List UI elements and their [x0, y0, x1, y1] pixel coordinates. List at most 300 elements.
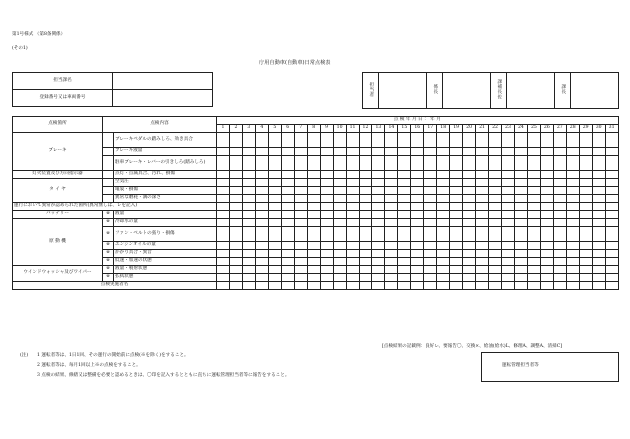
- check-cell[interactable]: [437, 187, 450, 195]
- check-cell[interactable]: [514, 258, 527, 266]
- check-cell[interactable]: [268, 266, 281, 274]
- check-cell[interactable]: [527, 203, 540, 211]
- check-cell[interactable]: [501, 211, 514, 219]
- check-cell[interactable]: [398, 195, 411, 203]
- check-cell[interactable]: [294, 148, 307, 156]
- check-cell[interactable]: [514, 250, 527, 258]
- check-cell[interactable]: [281, 258, 294, 266]
- check-cell[interactable]: [359, 211, 372, 219]
- check-cell[interactable]: [320, 148, 333, 156]
- check-cell[interactable]: [463, 219, 476, 227]
- check-cell[interactable]: [333, 179, 346, 187]
- check-cell[interactable]: [592, 274, 605, 282]
- check-cell[interactable]: [501, 219, 514, 227]
- check-cell[interactable]: [372, 171, 385, 179]
- check-cell[interactable]: [359, 195, 372, 203]
- check-cell[interactable]: [579, 179, 592, 187]
- check-cell[interactable]: [476, 171, 489, 179]
- check-cell[interactable]: [385, 148, 398, 156]
- check-cell[interactable]: [372, 148, 385, 156]
- check-cell[interactable]: [527, 227, 540, 242]
- check-cell[interactable]: [372, 187, 385, 195]
- check-cell[interactable]: [514, 227, 527, 242]
- check-cell[interactable]: [346, 171, 359, 179]
- check-cell[interactable]: [281, 133, 294, 148]
- check-cell[interactable]: [398, 187, 411, 195]
- check-cell[interactable]: [501, 242, 514, 250]
- check-cell[interactable]: [476, 266, 489, 274]
- check-cell[interactable]: [268, 227, 281, 242]
- check-cell[interactable]: [450, 250, 463, 258]
- check-cell[interactable]: [540, 242, 553, 250]
- check-cell[interactable]: [281, 211, 294, 219]
- check-cell[interactable]: [514, 203, 527, 211]
- check-cell[interactable]: [255, 156, 268, 171]
- check-cell[interactable]: [592, 187, 605, 195]
- check-cell[interactable]: [359, 133, 372, 148]
- check-cell[interactable]: [242, 282, 255, 290]
- check-cell[interactable]: [450, 227, 463, 242]
- check-cell[interactable]: [333, 258, 346, 266]
- check-cell[interactable]: [437, 148, 450, 156]
- check-cell[interactable]: [476, 156, 489, 171]
- check-cell[interactable]: [463, 195, 476, 203]
- check-cell[interactable]: [333, 266, 346, 274]
- check-cell[interactable]: [255, 242, 268, 250]
- check-cell[interactable]: [605, 203, 618, 211]
- check-cell[interactable]: [540, 179, 553, 187]
- check-cell[interactable]: [476, 179, 489, 187]
- check-cell[interactable]: [450, 258, 463, 266]
- check-cell[interactable]: [514, 242, 527, 250]
- check-cell[interactable]: [333, 148, 346, 156]
- check-cell[interactable]: [501, 133, 514, 148]
- check-cell[interactable]: [320, 195, 333, 203]
- check-cell[interactable]: [514, 274, 527, 282]
- check-cell[interactable]: [320, 179, 333, 187]
- check-cell[interactable]: [294, 258, 307, 266]
- check-cell[interactable]: [553, 250, 566, 258]
- check-cell[interactable]: [424, 282, 437, 290]
- check-cell[interactable]: [372, 211, 385, 219]
- check-cell[interactable]: [217, 195, 230, 203]
- check-cell[interactable]: [372, 219, 385, 227]
- check-cell[interactable]: [229, 266, 242, 274]
- check-cell[interactable]: [255, 148, 268, 156]
- check-cell[interactable]: [398, 266, 411, 274]
- check-cell[interactable]: [527, 250, 540, 258]
- check-cell[interactable]: [255, 211, 268, 219]
- check-cell[interactable]: [463, 203, 476, 211]
- check-cell[interactable]: [450, 266, 463, 274]
- check-cell[interactable]: [463, 133, 476, 148]
- check-cell[interactable]: [540, 156, 553, 171]
- check-cell[interactable]: [268, 148, 281, 156]
- check-cell[interactable]: [320, 242, 333, 250]
- check-cell[interactable]: [566, 171, 579, 179]
- check-cell[interactable]: [281, 219, 294, 227]
- check-cell[interactable]: [217, 219, 230, 227]
- check-cell[interactable]: [579, 242, 592, 250]
- check-cell[interactable]: [307, 171, 320, 179]
- check-cell[interactable]: [437, 274, 450, 282]
- check-cell[interactable]: [333, 171, 346, 179]
- check-cell[interactable]: [605, 258, 618, 266]
- check-cell[interactable]: [229, 274, 242, 282]
- check-cell[interactable]: [540, 148, 553, 156]
- check-cell[interactable]: [566, 211, 579, 219]
- check-cell[interactable]: [592, 156, 605, 171]
- check-cell[interactable]: [217, 242, 230, 250]
- check-cell[interactable]: [229, 227, 242, 242]
- check-cell[interactable]: [579, 274, 592, 282]
- approval-stamp-box[interactable]: [507, 73, 555, 109]
- check-cell[interactable]: [437, 242, 450, 250]
- check-cell[interactable]: [489, 133, 502, 148]
- check-cell[interactable]: [489, 242, 502, 250]
- check-cell[interactable]: [333, 227, 346, 242]
- check-cell[interactable]: [268, 195, 281, 203]
- check-cell[interactable]: [359, 219, 372, 227]
- check-cell[interactable]: [579, 258, 592, 266]
- check-cell[interactable]: [333, 211, 346, 219]
- check-cell[interactable]: [307, 179, 320, 187]
- check-cell[interactable]: [242, 133, 255, 148]
- check-cell[interactable]: [605, 282, 618, 290]
- check-cell[interactable]: [489, 171, 502, 179]
- check-cell[interactable]: [411, 242, 424, 250]
- check-cell[interactable]: [242, 203, 255, 211]
- check-cell[interactable]: [437, 219, 450, 227]
- check-cell[interactable]: [566, 203, 579, 211]
- check-cell[interactable]: [579, 227, 592, 242]
- check-cell[interactable]: [450, 148, 463, 156]
- check-cell[interactable]: [424, 203, 437, 211]
- check-cell[interactable]: [579, 187, 592, 195]
- check-cell[interactable]: [476, 282, 489, 290]
- check-cell[interactable]: [242, 227, 255, 242]
- check-cell[interactable]: [372, 282, 385, 290]
- check-cell[interactable]: [437, 258, 450, 266]
- check-cell[interactable]: [476, 203, 489, 211]
- check-cell[interactable]: [268, 274, 281, 282]
- check-cell[interactable]: [437, 179, 450, 187]
- check-cell[interactable]: [217, 203, 230, 211]
- check-cell[interactable]: [501, 179, 514, 187]
- check-cell[interactable]: [307, 274, 320, 282]
- check-cell[interactable]: [281, 274, 294, 282]
- check-cell[interactable]: [307, 250, 320, 258]
- check-cell[interactable]: [463, 282, 476, 290]
- check-cell[interactable]: [217, 266, 230, 274]
- check-cell[interactable]: [346, 227, 359, 242]
- check-cell[interactable]: [527, 179, 540, 187]
- check-cell[interactable]: [398, 219, 411, 227]
- check-cell[interactable]: [553, 211, 566, 219]
- check-cell[interactable]: [229, 148, 242, 156]
- check-cell[interactable]: [605, 227, 618, 242]
- check-cell[interactable]: [437, 250, 450, 258]
- check-cell[interactable]: [566, 148, 579, 156]
- check-cell[interactable]: [372, 179, 385, 187]
- check-cell[interactable]: [217, 274, 230, 282]
- check-cell[interactable]: [424, 179, 437, 187]
- check-cell[interactable]: [229, 133, 242, 148]
- check-cell[interactable]: [307, 227, 320, 242]
- check-cell[interactable]: [592, 148, 605, 156]
- check-cell[interactable]: [424, 195, 437, 203]
- check-cell[interactable]: [463, 274, 476, 282]
- check-cell[interactable]: [411, 211, 424, 219]
- check-cell[interactable]: [346, 187, 359, 195]
- check-cell[interactable]: [294, 187, 307, 195]
- check-cell[interactable]: [307, 148, 320, 156]
- check-cell[interactable]: [553, 148, 566, 156]
- check-cell[interactable]: [385, 242, 398, 250]
- check-cell[interactable]: [385, 282, 398, 290]
- check-cell[interactable]: [527, 133, 540, 148]
- check-cell[interactable]: [242, 242, 255, 250]
- check-cell[interactable]: [605, 171, 618, 179]
- check-cell[interactable]: [294, 203, 307, 211]
- check-cell[interactable]: [242, 266, 255, 274]
- check-cell[interactable]: [540, 171, 553, 179]
- check-cell[interactable]: [553, 195, 566, 203]
- check-cell[interactable]: [320, 227, 333, 242]
- check-cell[interactable]: [501, 187, 514, 195]
- check-cell[interactable]: [307, 242, 320, 250]
- check-cell[interactable]: [579, 156, 592, 171]
- check-cell[interactable]: [437, 282, 450, 290]
- check-cell[interactable]: [255, 179, 268, 187]
- check-cell[interactable]: [592, 258, 605, 266]
- check-cell[interactable]: [450, 195, 463, 203]
- check-cell[interactable]: [385, 274, 398, 282]
- check-cell[interactable]: [398, 148, 411, 156]
- check-cell[interactable]: [307, 266, 320, 274]
- check-cell[interactable]: [333, 274, 346, 282]
- check-cell[interactable]: [268, 156, 281, 171]
- check-cell[interactable]: [411, 282, 424, 290]
- check-cell[interactable]: [242, 211, 255, 219]
- check-cell[interactable]: [229, 211, 242, 219]
- check-cell[interactable]: [333, 250, 346, 258]
- check-cell[interactable]: [476, 250, 489, 258]
- check-cell[interactable]: [566, 227, 579, 242]
- check-cell[interactable]: [501, 227, 514, 242]
- check-cell[interactable]: [424, 258, 437, 266]
- check-cell[interactable]: [294, 171, 307, 179]
- check-cell[interactable]: [385, 219, 398, 227]
- check-cell[interactable]: [450, 211, 463, 219]
- check-cell[interactable]: [592, 211, 605, 219]
- check-cell[interactable]: [514, 266, 527, 274]
- check-cell[interactable]: [229, 156, 242, 171]
- check-cell[interactable]: [242, 258, 255, 266]
- check-cell[interactable]: [476, 227, 489, 242]
- check-cell[interactable]: [437, 156, 450, 171]
- check-cell[interactable]: [372, 195, 385, 203]
- check-cell[interactable]: [437, 171, 450, 179]
- check-cell[interactable]: [592, 179, 605, 187]
- check-cell[interactable]: [346, 156, 359, 171]
- check-cell[interactable]: [372, 274, 385, 282]
- check-cell[interactable]: [268, 187, 281, 195]
- check-cell[interactable]: [255, 171, 268, 179]
- check-cell[interactable]: [217, 258, 230, 266]
- check-cell[interactable]: [592, 219, 605, 227]
- approval-stamp-box[interactable]: [571, 73, 619, 109]
- check-cell[interactable]: [359, 242, 372, 250]
- check-cell[interactable]: [359, 258, 372, 266]
- check-cell[interactable]: [229, 258, 242, 266]
- check-cell[interactable]: [566, 258, 579, 266]
- check-cell[interactable]: [605, 195, 618, 203]
- check-cell[interactable]: [450, 274, 463, 282]
- check-cell[interactable]: [307, 258, 320, 266]
- check-cell[interactable]: [320, 266, 333, 274]
- check-cell[interactable]: [527, 219, 540, 227]
- check-cell[interactable]: [359, 156, 372, 171]
- check-cell[interactable]: [501, 156, 514, 171]
- check-cell[interactable]: [450, 179, 463, 187]
- check-cell[interactable]: [527, 266, 540, 274]
- check-cell[interactable]: [527, 171, 540, 179]
- check-cell[interactable]: [268, 133, 281, 148]
- check-cell[interactable]: [255, 258, 268, 266]
- check-cell[interactable]: [437, 211, 450, 219]
- check-cell[interactable]: [320, 282, 333, 290]
- check-cell[interactable]: [592, 282, 605, 290]
- check-cell[interactable]: [592, 133, 605, 148]
- check-cell[interactable]: [307, 156, 320, 171]
- check-cell[interactable]: [527, 187, 540, 195]
- check-cell[interactable]: [268, 250, 281, 258]
- check-cell[interactable]: [489, 282, 502, 290]
- check-cell[interactable]: [320, 156, 333, 171]
- check-cell[interactable]: [501, 250, 514, 258]
- check-cell[interactable]: [385, 250, 398, 258]
- check-cell[interactable]: [411, 148, 424, 156]
- check-cell[interactable]: [320, 258, 333, 266]
- check-cell[interactable]: [320, 219, 333, 227]
- check-cell[interactable]: [476, 195, 489, 203]
- check-cell[interactable]: [242, 148, 255, 156]
- check-cell[interactable]: [359, 179, 372, 187]
- check-cell[interactable]: [268, 171, 281, 179]
- check-cell[interactable]: [281, 156, 294, 171]
- check-cell[interactable]: [450, 282, 463, 290]
- check-cell[interactable]: [255, 195, 268, 203]
- check-cell[interactable]: [424, 211, 437, 219]
- check-cell[interactable]: [320, 203, 333, 211]
- check-cell[interactable]: [346, 179, 359, 187]
- department-field[interactable]: [113, 73, 213, 90]
- check-cell[interactable]: [333, 156, 346, 171]
- check-cell[interactable]: [398, 258, 411, 266]
- check-cell[interactable]: [514, 187, 527, 195]
- check-cell[interactable]: [242, 274, 255, 282]
- check-cell[interactable]: [540, 203, 553, 211]
- check-cell[interactable]: [294, 195, 307, 203]
- check-cell[interactable]: [385, 211, 398, 219]
- check-cell[interactable]: [372, 203, 385, 211]
- check-cell[interactable]: [566, 266, 579, 274]
- check-cell[interactable]: [489, 179, 502, 187]
- check-cell[interactable]: [346, 148, 359, 156]
- check-cell[interactable]: [489, 187, 502, 195]
- check-cell[interactable]: [450, 219, 463, 227]
- check-cell[interactable]: [476, 274, 489, 282]
- check-cell[interactable]: [411, 250, 424, 258]
- check-cell[interactable]: [605, 242, 618, 250]
- check-cell[interactable]: [346, 219, 359, 227]
- check-cell[interactable]: [424, 242, 437, 250]
- check-cell[interactable]: [489, 250, 502, 258]
- check-cell[interactable]: [294, 219, 307, 227]
- check-cell[interactable]: [566, 274, 579, 282]
- check-cell[interactable]: [489, 195, 502, 203]
- check-cell[interactable]: [424, 156, 437, 171]
- check-cell[interactable]: [398, 282, 411, 290]
- check-cell[interactable]: [294, 179, 307, 187]
- check-cell[interactable]: [281, 195, 294, 203]
- check-cell[interactable]: [255, 219, 268, 227]
- check-cell[interactable]: [294, 242, 307, 250]
- check-cell[interactable]: [411, 179, 424, 187]
- check-cell[interactable]: [398, 171, 411, 179]
- check-cell[interactable]: [346, 266, 359, 274]
- check-cell[interactable]: [424, 187, 437, 195]
- check-cell[interactable]: [514, 211, 527, 219]
- check-cell[interactable]: [411, 266, 424, 274]
- check-cell[interactable]: [592, 203, 605, 211]
- check-cell[interactable]: [424, 266, 437, 274]
- check-cell[interactable]: [229, 250, 242, 258]
- check-cell[interactable]: [320, 211, 333, 219]
- check-cell[interactable]: [579, 133, 592, 148]
- check-cell[interactable]: [605, 179, 618, 187]
- check-cell[interactable]: [385, 133, 398, 148]
- check-cell[interactable]: [450, 156, 463, 171]
- check-cell[interactable]: [579, 195, 592, 203]
- check-cell[interactable]: [540, 219, 553, 227]
- check-cell[interactable]: [281, 179, 294, 187]
- check-cell[interactable]: [333, 187, 346, 195]
- check-cell[interactable]: [527, 242, 540, 250]
- check-cell[interactable]: [527, 274, 540, 282]
- check-cell[interactable]: [424, 133, 437, 148]
- check-cell[interactable]: [566, 156, 579, 171]
- check-cell[interactable]: [255, 282, 268, 290]
- check-cell[interactable]: [501, 195, 514, 203]
- check-cell[interactable]: [398, 179, 411, 187]
- check-cell[interactable]: [527, 148, 540, 156]
- check-cell[interactable]: [553, 171, 566, 179]
- check-cell[interactable]: [540, 274, 553, 282]
- check-cell[interactable]: [514, 195, 527, 203]
- check-cell[interactable]: [463, 258, 476, 266]
- check-cell[interactable]: [514, 179, 527, 187]
- check-cell[interactable]: [333, 195, 346, 203]
- check-cell[interactable]: [605, 274, 618, 282]
- check-cell[interactable]: [320, 171, 333, 179]
- check-cell[interactable]: [450, 203, 463, 211]
- check-cell[interactable]: [217, 156, 230, 171]
- check-cell[interactable]: [255, 227, 268, 242]
- check-cell[interactable]: [281, 187, 294, 195]
- check-cell[interactable]: [398, 227, 411, 242]
